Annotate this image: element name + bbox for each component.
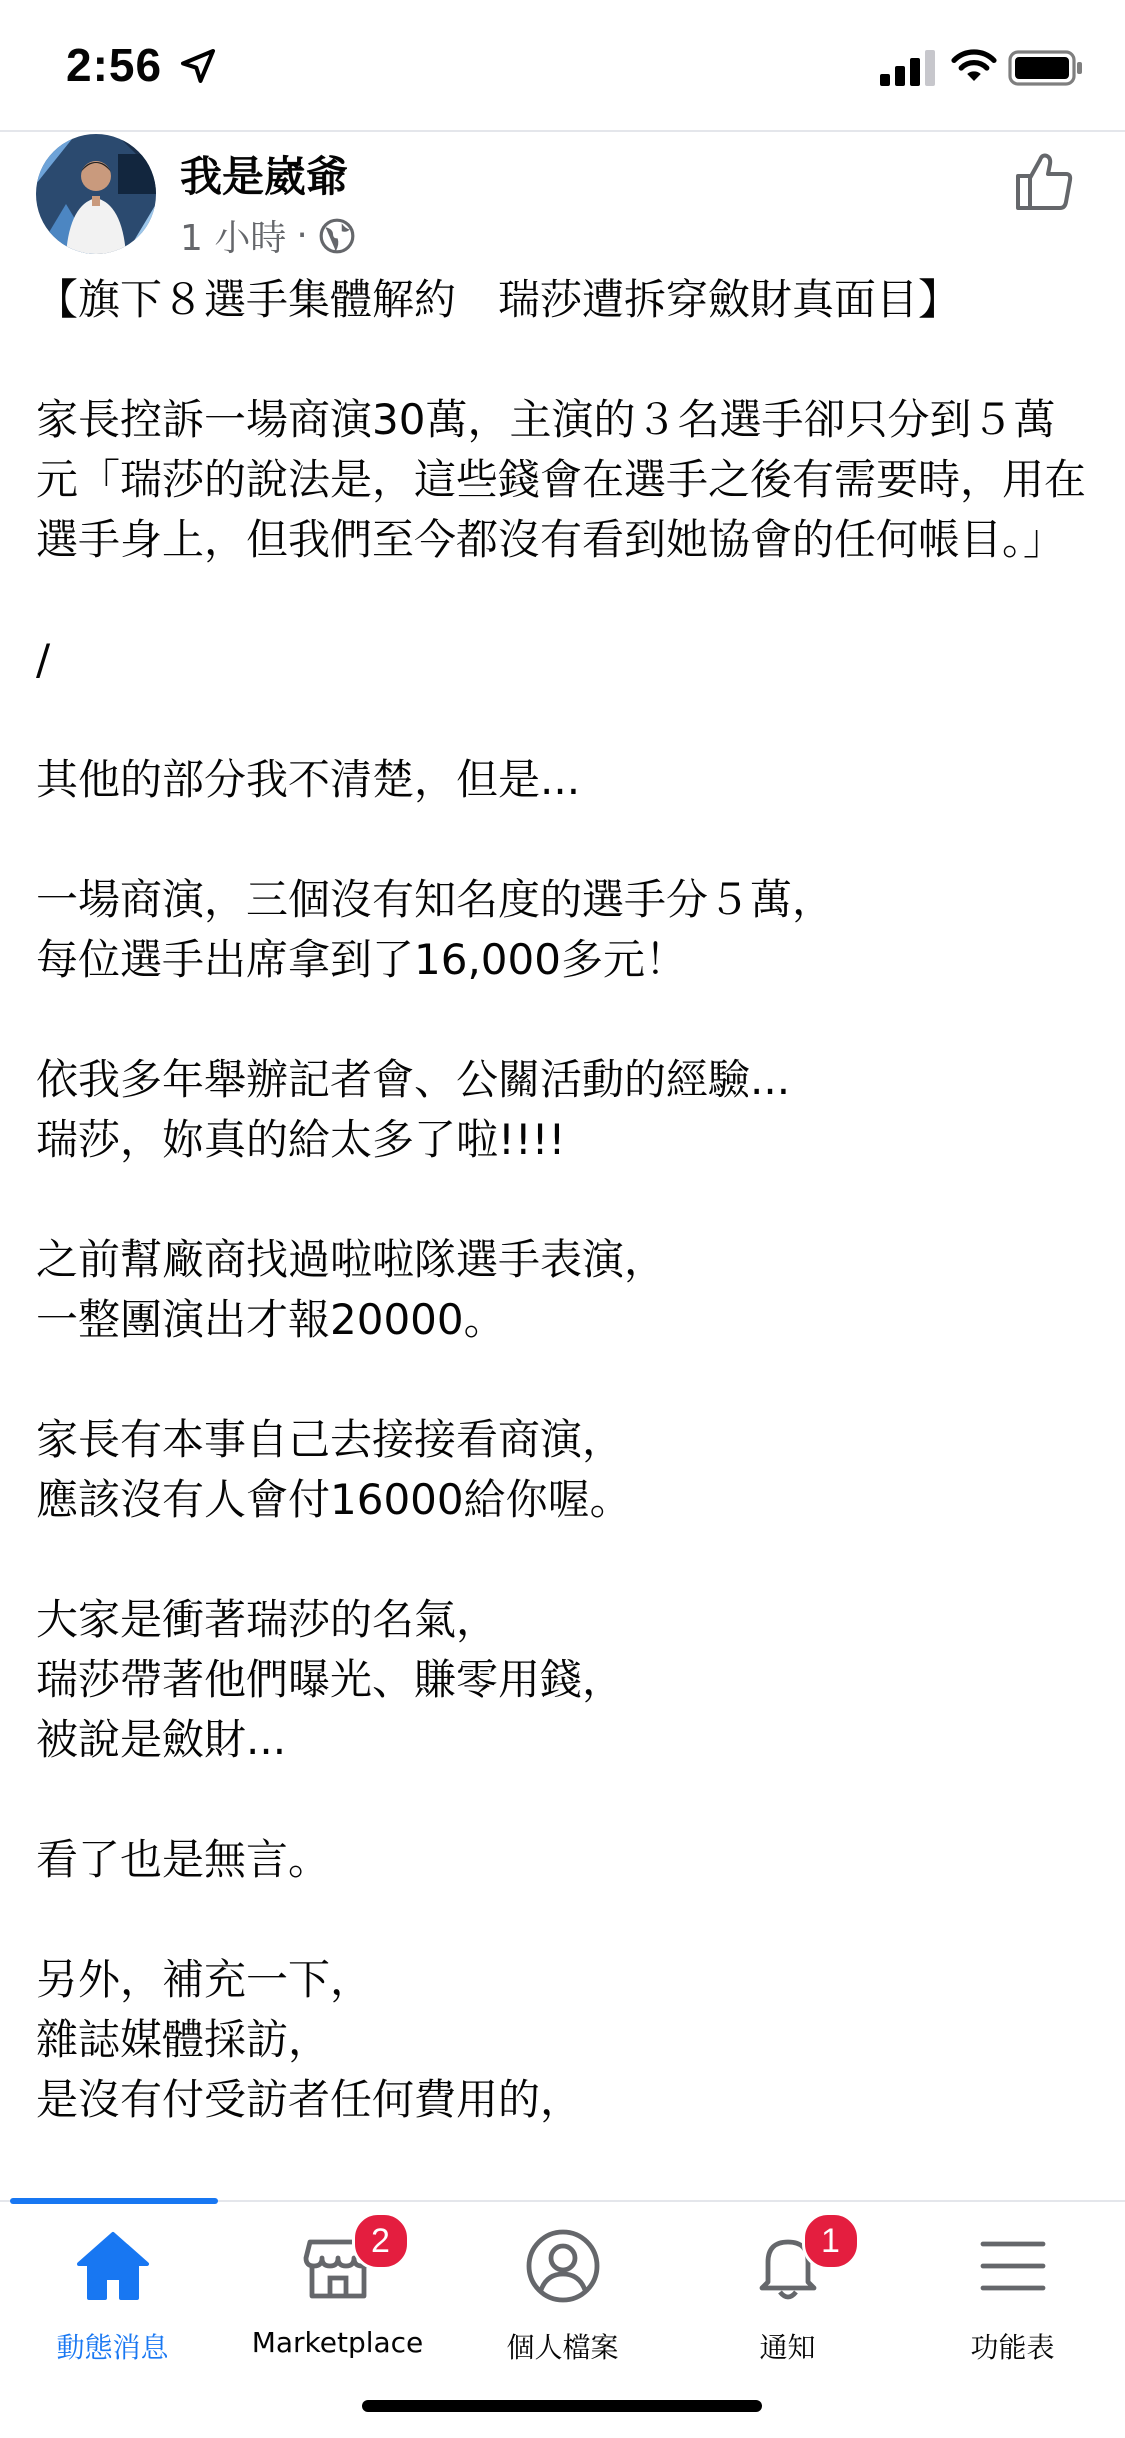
location-arrow-icon: [178, 46, 218, 86]
author-name[interactable]: 我是崴爺: [180, 152, 349, 201]
post-meta: [180, 210, 356, 261]
header-divider: [0, 130, 1125, 132]
tab-label: 通知: [759, 2331, 816, 2364]
tab-profile[interactable]: [450, 2226, 675, 2364]
post-paragraph: 另外，補充一下， 雜誌媒體採訪， 是沒有付受訪者任何費用的，: [36, 1955, 583, 2124]
home-icon: [73, 2226, 153, 2306]
tab-label: 動態消息: [56, 2331, 169, 2364]
wifi-icon: [950, 44, 998, 84]
profile-icon: [523, 2226, 603, 2306]
post-paragraph: 看了也是無言。: [36, 1835, 331, 1884]
meta-separator: ·: [296, 215, 308, 256]
post-paragraph: 之前幫廠商找過啦啦隊選手表演， 一整團演出才報20000。: [36, 1235, 667, 1344]
tab-label: 個人檔案: [506, 2331, 619, 2364]
battery-icon: [1008, 50, 1084, 86]
post-time[interactable]: 1 小時: [180, 218, 287, 259]
menu-icon: [973, 2226, 1053, 2306]
tab-notifications[interactable]: [675, 2222, 900, 2364]
post-paragraph: 【旗下８選手集體解約 瑞莎遭拆穿斂財真面目】: [36, 275, 961, 324]
post-paragraph: /: [36, 635, 51, 684]
post-paragraph: 其他的部分我不清楚，但是...: [36, 755, 581, 804]
post-paragraph: 一場商演，三個沒有知名度的選手分５萬， 每位選手出席拿到了16,000多元！: [36, 875, 835, 984]
status-bar: [0, 0, 1125, 130]
home-indicator[interactable]: [362, 2400, 762, 2412]
tab-news-feed[interactable]: [0, 2226, 225, 2364]
post-paragraph: 家長控訴一場商演30萬，主演的３名選手卻只分到５萬元「瑞莎的說法是，這些錢會在選手之後有需要時，用在選手身上，但我們至今都沒有看到她協會的任何帳目。」: [36, 395, 1087, 564]
post-paragraph: 大家是衝著瑞莎的名氣， 瑞莎帶著他們曝光、賺零用錢， 被說是斂財...: [36, 1595, 625, 1764]
post-paragraph: 依我多年舉辦記者會、公關活動的經驗... 瑞莎，妳真的給太多了啦!!!!: [36, 1055, 791, 1164]
globe-icon: [318, 217, 356, 255]
notifications-badge: 1: [802, 2212, 860, 2270]
avatar-image: [36, 134, 156, 254]
status-time: 2:56: [66, 39, 163, 91]
tab-menu[interactable]: [900, 2226, 1125, 2364]
marketplace-badge: 2: [352, 2212, 410, 2270]
tab-marketplace[interactable]: [225, 2222, 450, 2359]
like-icon[interactable]: [1012, 150, 1076, 214]
tab-label: 功能表: [970, 2331, 1055, 2364]
tab-label: Marketplace: [251, 2326, 424, 2359]
cellular-signal-icon: [880, 50, 936, 86]
author-avatar[interactable]: [36, 134, 156, 254]
active-tab-indicator: [10, 2198, 218, 2204]
post-paragraph: 家長有本事自己去接接看商演， 應該沒有人會付16000給你喔。: [36, 1415, 632, 1524]
post-body: [36, 270, 1091, 2130]
